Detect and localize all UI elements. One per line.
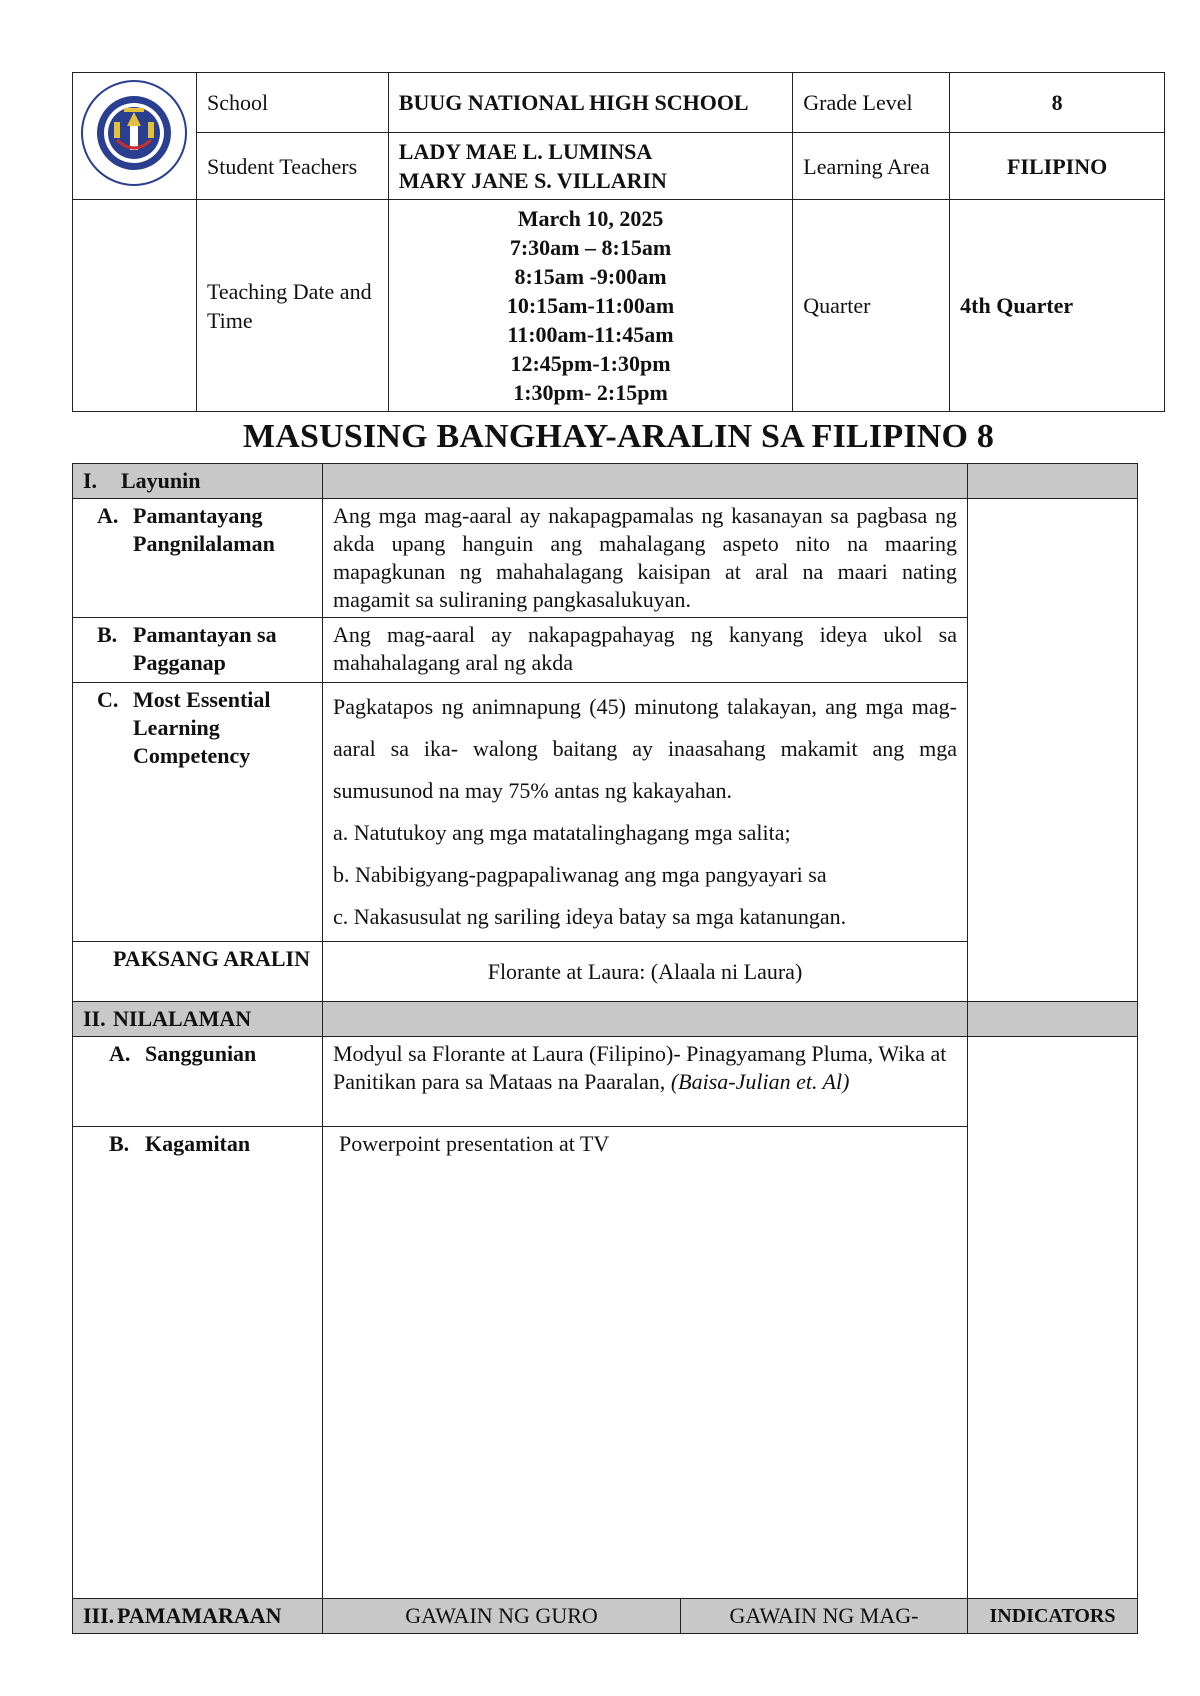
text-melc bbox=[323, 683, 968, 942]
melc-item: b. Nabibigyang-pagpapaliwanag ang mga pangyayari sa bbox=[333, 862, 827, 887]
label-pamantayan-sa-pagganap: B. Pamantayan sa Pagganap bbox=[73, 618, 323, 683]
header-table bbox=[72, 72, 1165, 412]
text-kagamitan: Powerpoint presentation at TV bbox=[323, 1127, 968, 1599]
label-sanggunian: A. Sanggunian bbox=[73, 1037, 323, 1127]
sanggunian-author: (Baisa-Julian et. Al) bbox=[670, 1069, 850, 1094]
time-slot: 10:15am-11:00am bbox=[506, 293, 675, 318]
header-gawain-guro: GAWAIN NG GURO bbox=[323, 1599, 681, 1634]
logo-cell-bottom bbox=[73, 200, 197, 412]
section-pamamaraan: III. PAMAMARAAN bbox=[73, 1599, 323, 1634]
melc-item: c. Nakasusulat ng sariling ideya batay sa mga katanungan. bbox=[333, 904, 847, 929]
label-pamantayang-pangnilalaman: A. Pamantayang Pangnilalaman bbox=[73, 499, 323, 618]
indicators-column-2 bbox=[968, 1037, 1138, 1599]
teachers-value bbox=[388, 133, 792, 200]
grade-value: 8 bbox=[950, 73, 1165, 133]
header-blank-right bbox=[968, 1002, 1138, 1037]
text-pamantayang-pangnilalaman: Ang mga mag-aaral ay nakapagpamalas ng kasanayan sa pagbasa ng akda upang hanguin ang mahalagang aspeto nito na maaring mapagkunan ng mahahalagang kaisipan at aral na maari nating magamit sa suliraning pangkasalukuyan. bbox=[323, 499, 968, 618]
teacher-1: LADY MAE L. LUMINSA bbox=[398, 139, 653, 164]
time-slot: 7:30am – 8:15am bbox=[509, 235, 672, 260]
section-nilalaman: II. NILALAMAN bbox=[73, 1002, 323, 1037]
page-title: MASUSING BANGHAY-ARALIN SA FILIPINO 8 bbox=[242, 418, 995, 455]
logo-cell bbox=[73, 73, 197, 200]
area-value: FILIPINO bbox=[950, 133, 1165, 200]
quarter-label: Quarter bbox=[793, 200, 950, 412]
indicators-column-1 bbox=[968, 499, 1138, 1002]
grade-label: Grade Level bbox=[793, 73, 950, 133]
time-slot: 1:30pm- 2:15pm bbox=[513, 380, 668, 405]
time-slot: 11:00am-11:45am bbox=[507, 322, 674, 347]
label-kagamitan: B. Kagamitan bbox=[73, 1127, 323, 1599]
header-blank-right bbox=[968, 464, 1138, 499]
melc-intro: Pagkatapos ng animnapung (45) minutong talakayan, ang mga mag-aaral sa ika- walong baitang ay inaasahang makamit ang mga sumusunod na may 75% antas ng kakayahan. bbox=[333, 694, 957, 803]
melc-item: a. Natutukoy ang mga matatalinghagang mga salita; bbox=[333, 820, 791, 845]
text-pamantayan-sa-pagganap: Ang mag-aaral ay nakapagpahayag ng kanyang ideya ukol sa mahahalagang aral ng akda bbox=[323, 618, 968, 683]
school-value: BUUG NATIONAL HIGH SCHOOL bbox=[388, 73, 792, 133]
text-sanggunian: Modyul sa Florante at Laura (Filipino)- Pinagyamang Pluma, Wika at Panitikan para sa Mataas na Paaralan, (Baisa-Julian et. Al) bbox=[323, 1037, 968, 1127]
date-value bbox=[388, 200, 792, 412]
header-blank bbox=[323, 1002, 968, 1037]
area-label: Learning Area bbox=[793, 133, 950, 200]
time-slot: 8:15am -9:00am bbox=[514, 264, 667, 289]
quarter-value: 4th Quarter bbox=[950, 200, 1165, 412]
text-paksang-aralin: Florante at Laura: (Alaala ni Laura) bbox=[323, 942, 968, 1002]
teachers-label: Student Teachers bbox=[196, 133, 388, 200]
school-label: School bbox=[196, 73, 388, 133]
section-layunin: I. Layunin bbox=[73, 464, 323, 499]
teaching-date: March 10, 2025 bbox=[517, 206, 664, 231]
header-blank bbox=[323, 464, 968, 499]
header-gawain-mag-aaral: GAWAIN NG MAG- bbox=[681, 1599, 968, 1634]
label-melc: C. Most Essential Learning Competency bbox=[73, 683, 323, 942]
date-label: Teaching Date and Time bbox=[196, 200, 388, 412]
lesson-plan-table bbox=[72, 463, 1138, 1634]
label-paksang-aralin: PAKSANG ARALIN bbox=[73, 942, 323, 1002]
header-indicators: INDICATORS bbox=[968, 1599, 1138, 1634]
deped-seal-icon bbox=[79, 78, 189, 188]
time-slot: 12:45pm-1:30pm bbox=[510, 351, 671, 376]
teacher-2: MARY JANE S. VILLARIN bbox=[398, 168, 667, 193]
